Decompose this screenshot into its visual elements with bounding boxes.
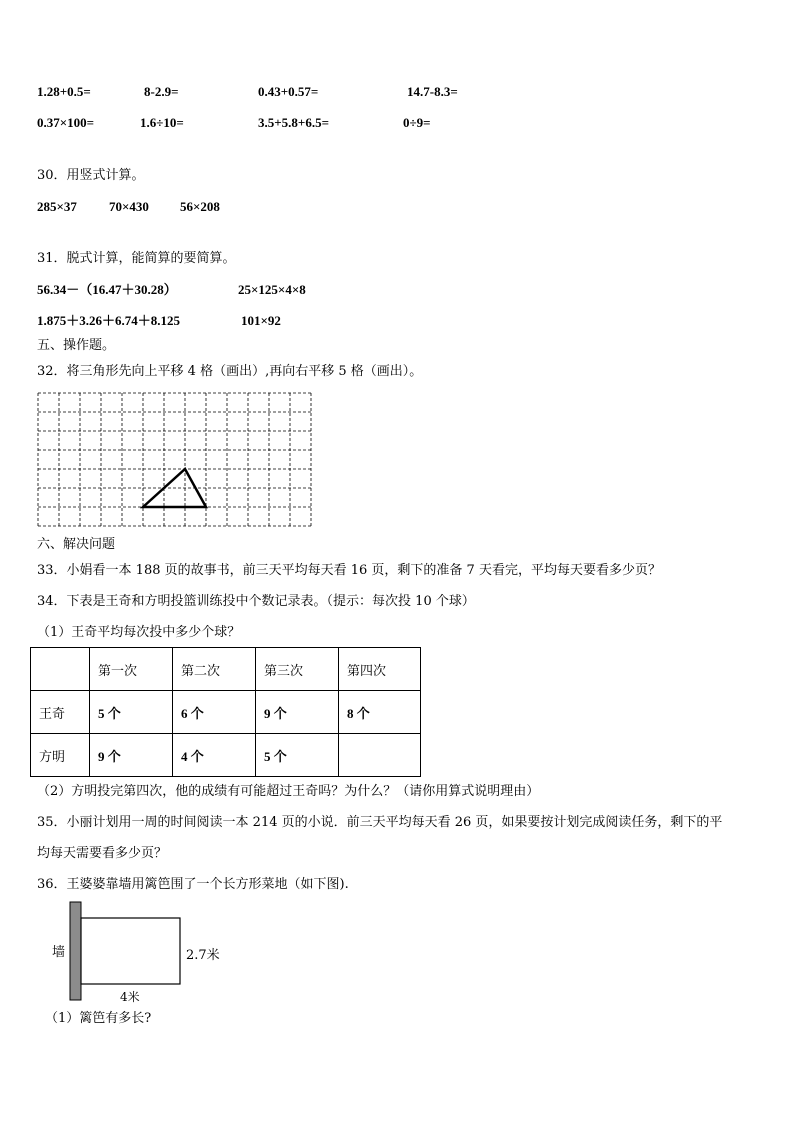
question-32-title: 32．将三角形先向上平移 4 格（画出）,再向右平移 5 格（画出）。 [37, 364, 423, 379]
table-cell: 6 个 [173, 691, 256, 734]
table-cell: 第二次 [173, 648, 256, 691]
wall-label: 墙 [52, 945, 66, 960]
section-heading: 六、解决问题 [37, 537, 116, 552]
table-cell: 8 个 [339, 691, 421, 734]
question-36-sub1: （1）篱笆有多长? [45, 1011, 152, 1026]
calc-item: 14.7-8.3= [407, 84, 458, 99]
calc-item: 0÷9= [403, 115, 431, 130]
table-cell [339, 734, 421, 777]
rectangle-plot [81, 918, 180, 984]
stepwise-calc-item: 101×92 [241, 313, 281, 328]
table-cell: 5 个 [90, 691, 173, 734]
score-table [30, 647, 421, 777]
table-cell: 第一次 [90, 648, 173, 691]
table-cell: 第四次 [339, 648, 421, 691]
table-cell: 第三次 [256, 648, 339, 691]
calc-item: 1.28+0.5= [37, 84, 91, 99]
table-cell [31, 648, 90, 691]
calc-item: 0.43+0.57= [258, 84, 319, 99]
table-cell: 9 个 [90, 734, 173, 777]
stepwise-calc-item: 1.875＋3.26＋6.74＋8.125 [37, 313, 181, 328]
calc-item: 3.5+5.8+6.5= [258, 115, 329, 130]
question-35-line2: 均每天需要看多少页？ [37, 846, 168, 861]
question-30-title: 30．用竖式计算。 [37, 168, 145, 183]
vertical-calc-item: 285×37 [37, 199, 77, 214]
table-cell: 方明 [31, 734, 90, 777]
question-34-sub1: （1）王奇平均每次投中多少个球？ [37, 625, 241, 640]
table-cell: 9 个 [256, 691, 339, 734]
section-heading: 五、操作题。 [37, 338, 116, 353]
calc-item: 8-2.9= [144, 84, 179, 99]
calc-item: 1.6÷10= [140, 115, 184, 130]
vertical-calc-item: 70×430 [109, 199, 149, 214]
question-35-line1: 35．小丽计划用一周的时间阅读一本 214 页的小说．前三天平均每天看 26 页，如果要按计划完成阅读任务，剩下的平 [37, 815, 723, 830]
width-label: 4米 [120, 990, 140, 1004]
wall-shape [70, 902, 81, 1000]
question-34-sub2: （2）方明投完第四次，他的成绩有可能超过王奇吗？为什么？（请你用算式说明理由） [37, 784, 540, 799]
table-row [31, 734, 421, 777]
calc-item: 0.37×100= [37, 115, 95, 130]
table-cell: 5 个 [256, 734, 339, 777]
question-33-text: 33．小娟看一本 188 页的故事书，前三天平均每天看 16 页，剩下的准备 7 天看完，平均每天要看多少页？ [37, 563, 661, 578]
table-cell: 4 个 [173, 734, 256, 777]
stepwise-calc-item: 56.34－（16.47＋30.28） [37, 282, 177, 297]
vegetable-plot-figure [50, 898, 240, 1006]
table-cell: 王奇 [31, 691, 90, 734]
question-31-title: 31．脱式计算，能简算的要简算。 [37, 251, 236, 266]
height-label: 2.7米 [186, 948, 220, 963]
translation-grid [37, 392, 313, 528]
question-34-title: 34．下表是王奇和方明投篮训练投中个数记录表。（提示：每次投 10 个球） [37, 594, 475, 609]
vertical-calc-item: 56×208 [180, 199, 220, 214]
table-row [31, 648, 421, 691]
stepwise-calc-item: 25×125×4×8 [238, 282, 306, 297]
table-row [31, 691, 421, 734]
question-36-title: 36．王婆婆靠墙用篱笆围了一个长方形菜地（如下图). [37, 877, 349, 892]
